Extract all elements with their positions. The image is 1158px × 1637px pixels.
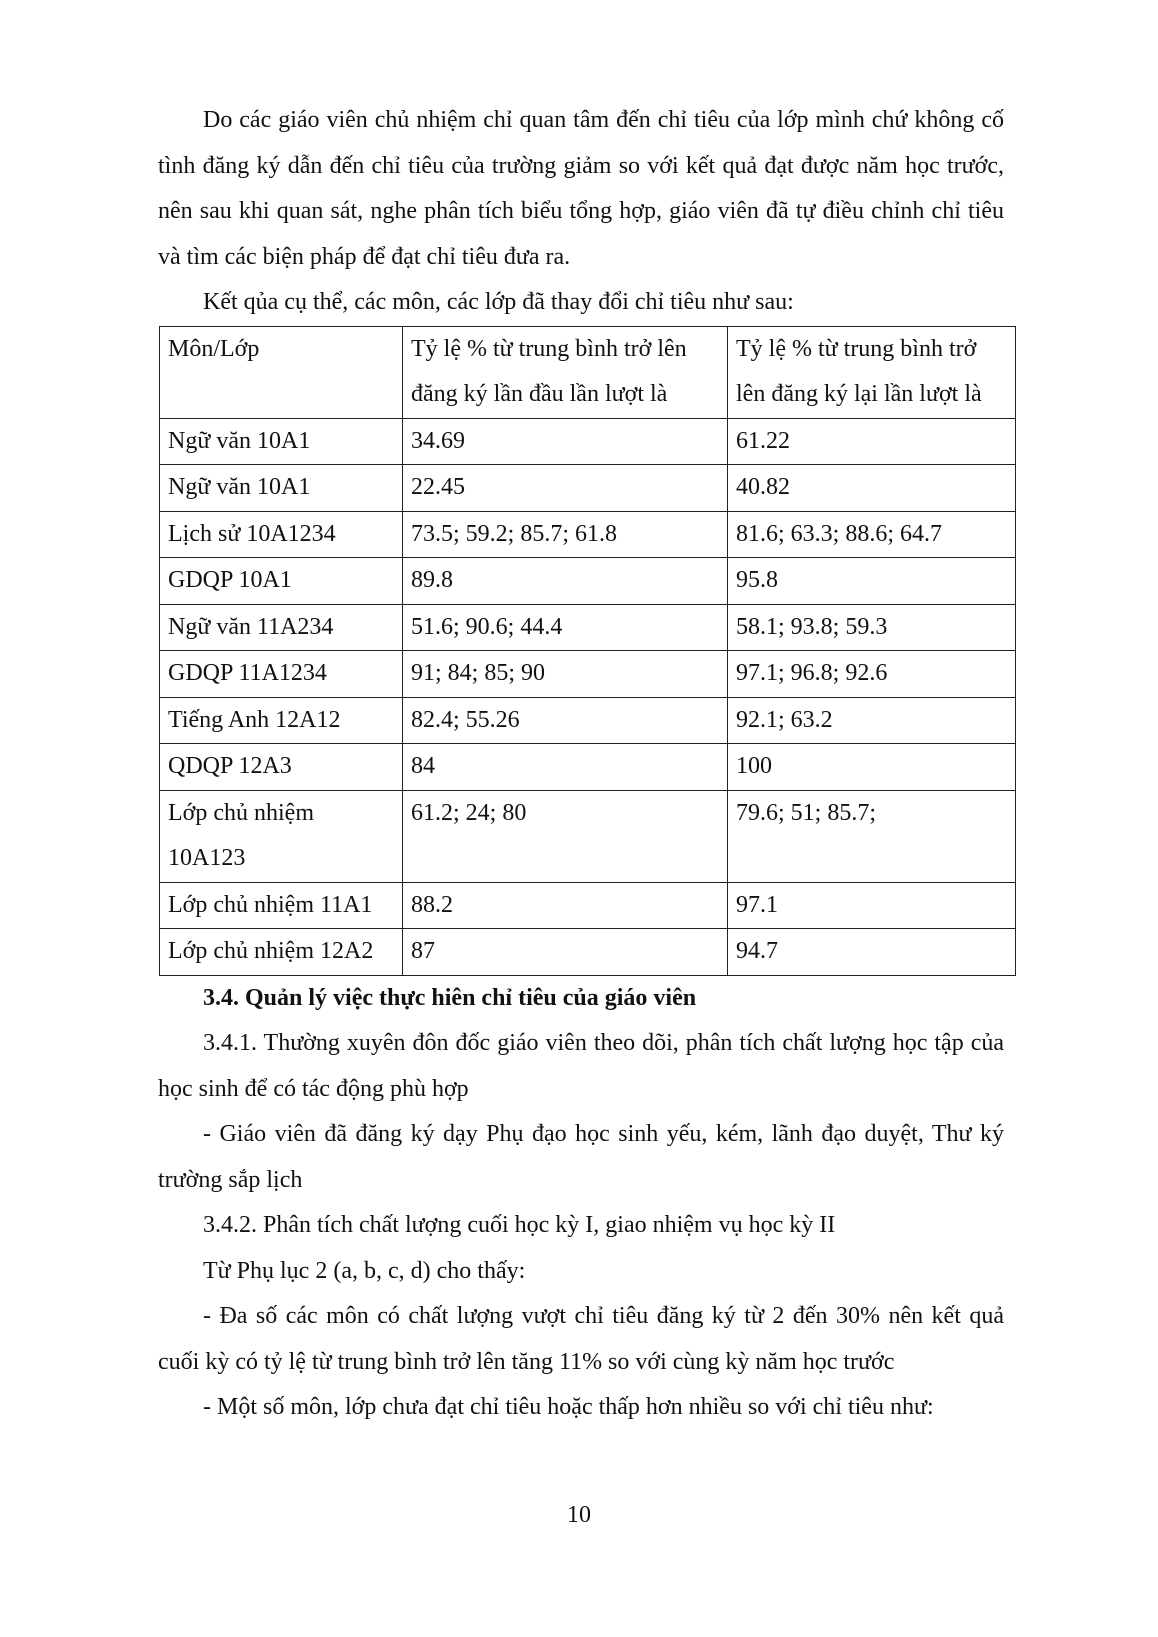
- cell-initial: 61.2; 24; 80: [403, 790, 728, 882]
- appendix-reference: Từ Phụ lục 2 (a, b, c, d) cho thấy:: [203, 1257, 526, 1284]
- cell-revised: 92.1; 63.2: [728, 697, 1016, 744]
- page-number: 10: [567, 1502, 591, 1528]
- cell-subject: Lớp chủ nhiệm 12A2: [160, 929, 403, 976]
- table-row: [160, 418, 1016, 465]
- cell-revised: 58.1; 93.8; 59.3: [728, 604, 1016, 651]
- cell-subject: Lớp chủ nhiệm 10A123: [160, 790, 403, 882]
- cell-revised: 79.6; 51; 85.7;: [728, 790, 1016, 882]
- targets-table: [159, 326, 1016, 976]
- cell-initial: 51.6; 90.6; 44.4: [403, 604, 728, 651]
- table-row: [160, 511, 1016, 558]
- cell-subject: Lịch sử 10A1234: [160, 511, 403, 558]
- cell-revised: 95.8: [728, 558, 1016, 605]
- cell-revised: 100: [728, 744, 1016, 791]
- table-row: [160, 744, 1016, 791]
- cell-revised: 97.1; 96.8; 92.6: [728, 651, 1016, 698]
- bullet-majority-subjects: - Đa số các môn có chất lượng vượt chỉ tiêu đăng ký từ 2 đến 30% nên kết quả cuối kỳ có tỷ lệ từ trung bình trở lên tăng 11% so với cùng kỳ năm học trước: [158, 1303, 1004, 1375]
- cell-subject: Tiếng Anh 12A12: [160, 697, 403, 744]
- table-row: [160, 929, 1016, 976]
- cell-initial: 88.2: [403, 882, 728, 929]
- table-row: [160, 465, 1016, 512]
- table-row: [160, 558, 1016, 605]
- cell-subject: QDQP 12A3: [160, 744, 403, 791]
- header-initial-rate: Tỷ lệ % từ trung bình trở lên đăng ký lần đầu lần lượt là: [403, 326, 728, 418]
- table-row: [160, 790, 1016, 882]
- cell-initial: 22.45: [403, 465, 728, 512]
- table-row: [160, 882, 1016, 929]
- section-heading: 3.4. Quản lý việc thực hiên chỉ tiêu của giáo viên: [203, 984, 697, 1011]
- cell-subject: Ngữ văn 11A234: [160, 604, 403, 651]
- cell-revised: 97.1: [728, 882, 1016, 929]
- document-page: [158, 98, 1004, 1431]
- subsection-3-4-1: 3.4.1. Thường xuyên đôn đốc giáo viên theo dõi, phân tích chất lượng học tập của học sinh để có tác động phù hợp: [158, 1030, 1004, 1102]
- header-subject-class: Môn/Lớp: [160, 326, 403, 418]
- bullet-tutoring: - Giáo viên đã đăng ký dạy Phụ đạo học sinh yếu, kém, lãnh đạo duyệt, Thư ký trường sắp lịch: [158, 1121, 1004, 1193]
- table-header-row: [160, 326, 1016, 418]
- cell-subject: Ngữ văn 10A1: [160, 465, 403, 512]
- cell-subject: Ngữ văn 10A1: [160, 418, 403, 465]
- cell-subject: GDQP 11A1234: [160, 651, 403, 698]
- intro-paragraph: Do các giáo viên chủ nhiệm chỉ quan tâm đến chỉ tiêu của lớp mình chứ không cố tình đăng ký dẫn đến chỉ tiêu của trường giảm so với kết quả đạt được năm học trước, nên sau khi quan sát, nghe phân tích biểu tổng hợp, giáo viên đã tự điều chỉnh chỉ tiêu và tìm các biện pháp để đạt chỉ tiêu đưa ra.: [158, 107, 1004, 270]
- cell-subject: GDQP 10A1: [160, 558, 403, 605]
- cell-initial: 91; 84; 85; 90: [403, 651, 728, 698]
- table-row: [160, 651, 1016, 698]
- table-row: [160, 604, 1016, 651]
- table-row: [160, 697, 1016, 744]
- cell-subject: Lớp chủ nhiệm 11A1: [160, 882, 403, 929]
- subsection-3-4-2: 3.4.2. Phân tích chất lượng cuối học kỳ I, giao nhiệm vụ học kỳ II: [203, 1212, 836, 1238]
- cell-initial: 73.5; 59.2; 85.7; 61.8: [403, 511, 728, 558]
- cell-initial: 89.8: [403, 558, 728, 605]
- cell-revised: 81.6; 63.3; 88.6; 64.7: [728, 511, 1016, 558]
- cell-initial: 82.4; 55.26: [403, 697, 728, 744]
- cell-revised: 94.7: [728, 929, 1016, 976]
- header-revised-rate: Tỷ lệ % từ trung bình trở lên đăng ký lại lần lượt là: [728, 326, 1016, 418]
- cell-revised: 61.22: [728, 418, 1016, 465]
- cell-initial: 84: [403, 744, 728, 791]
- bullet-some-subjects: - Một số môn, lớp chưa đạt chỉ tiêu hoặc thấp hơn nhiều so với chỉ tiêu như:: [203, 1394, 934, 1420]
- cell-initial: 34.69: [403, 418, 728, 465]
- cell-revised: 40.82: [728, 465, 1016, 512]
- table-lead-paragraph: Kết qủa cụ thể, các môn, các lớp đã thay đổi chỉ tiêu như sau:: [203, 289, 794, 315]
- cell-initial: 87: [403, 929, 728, 976]
